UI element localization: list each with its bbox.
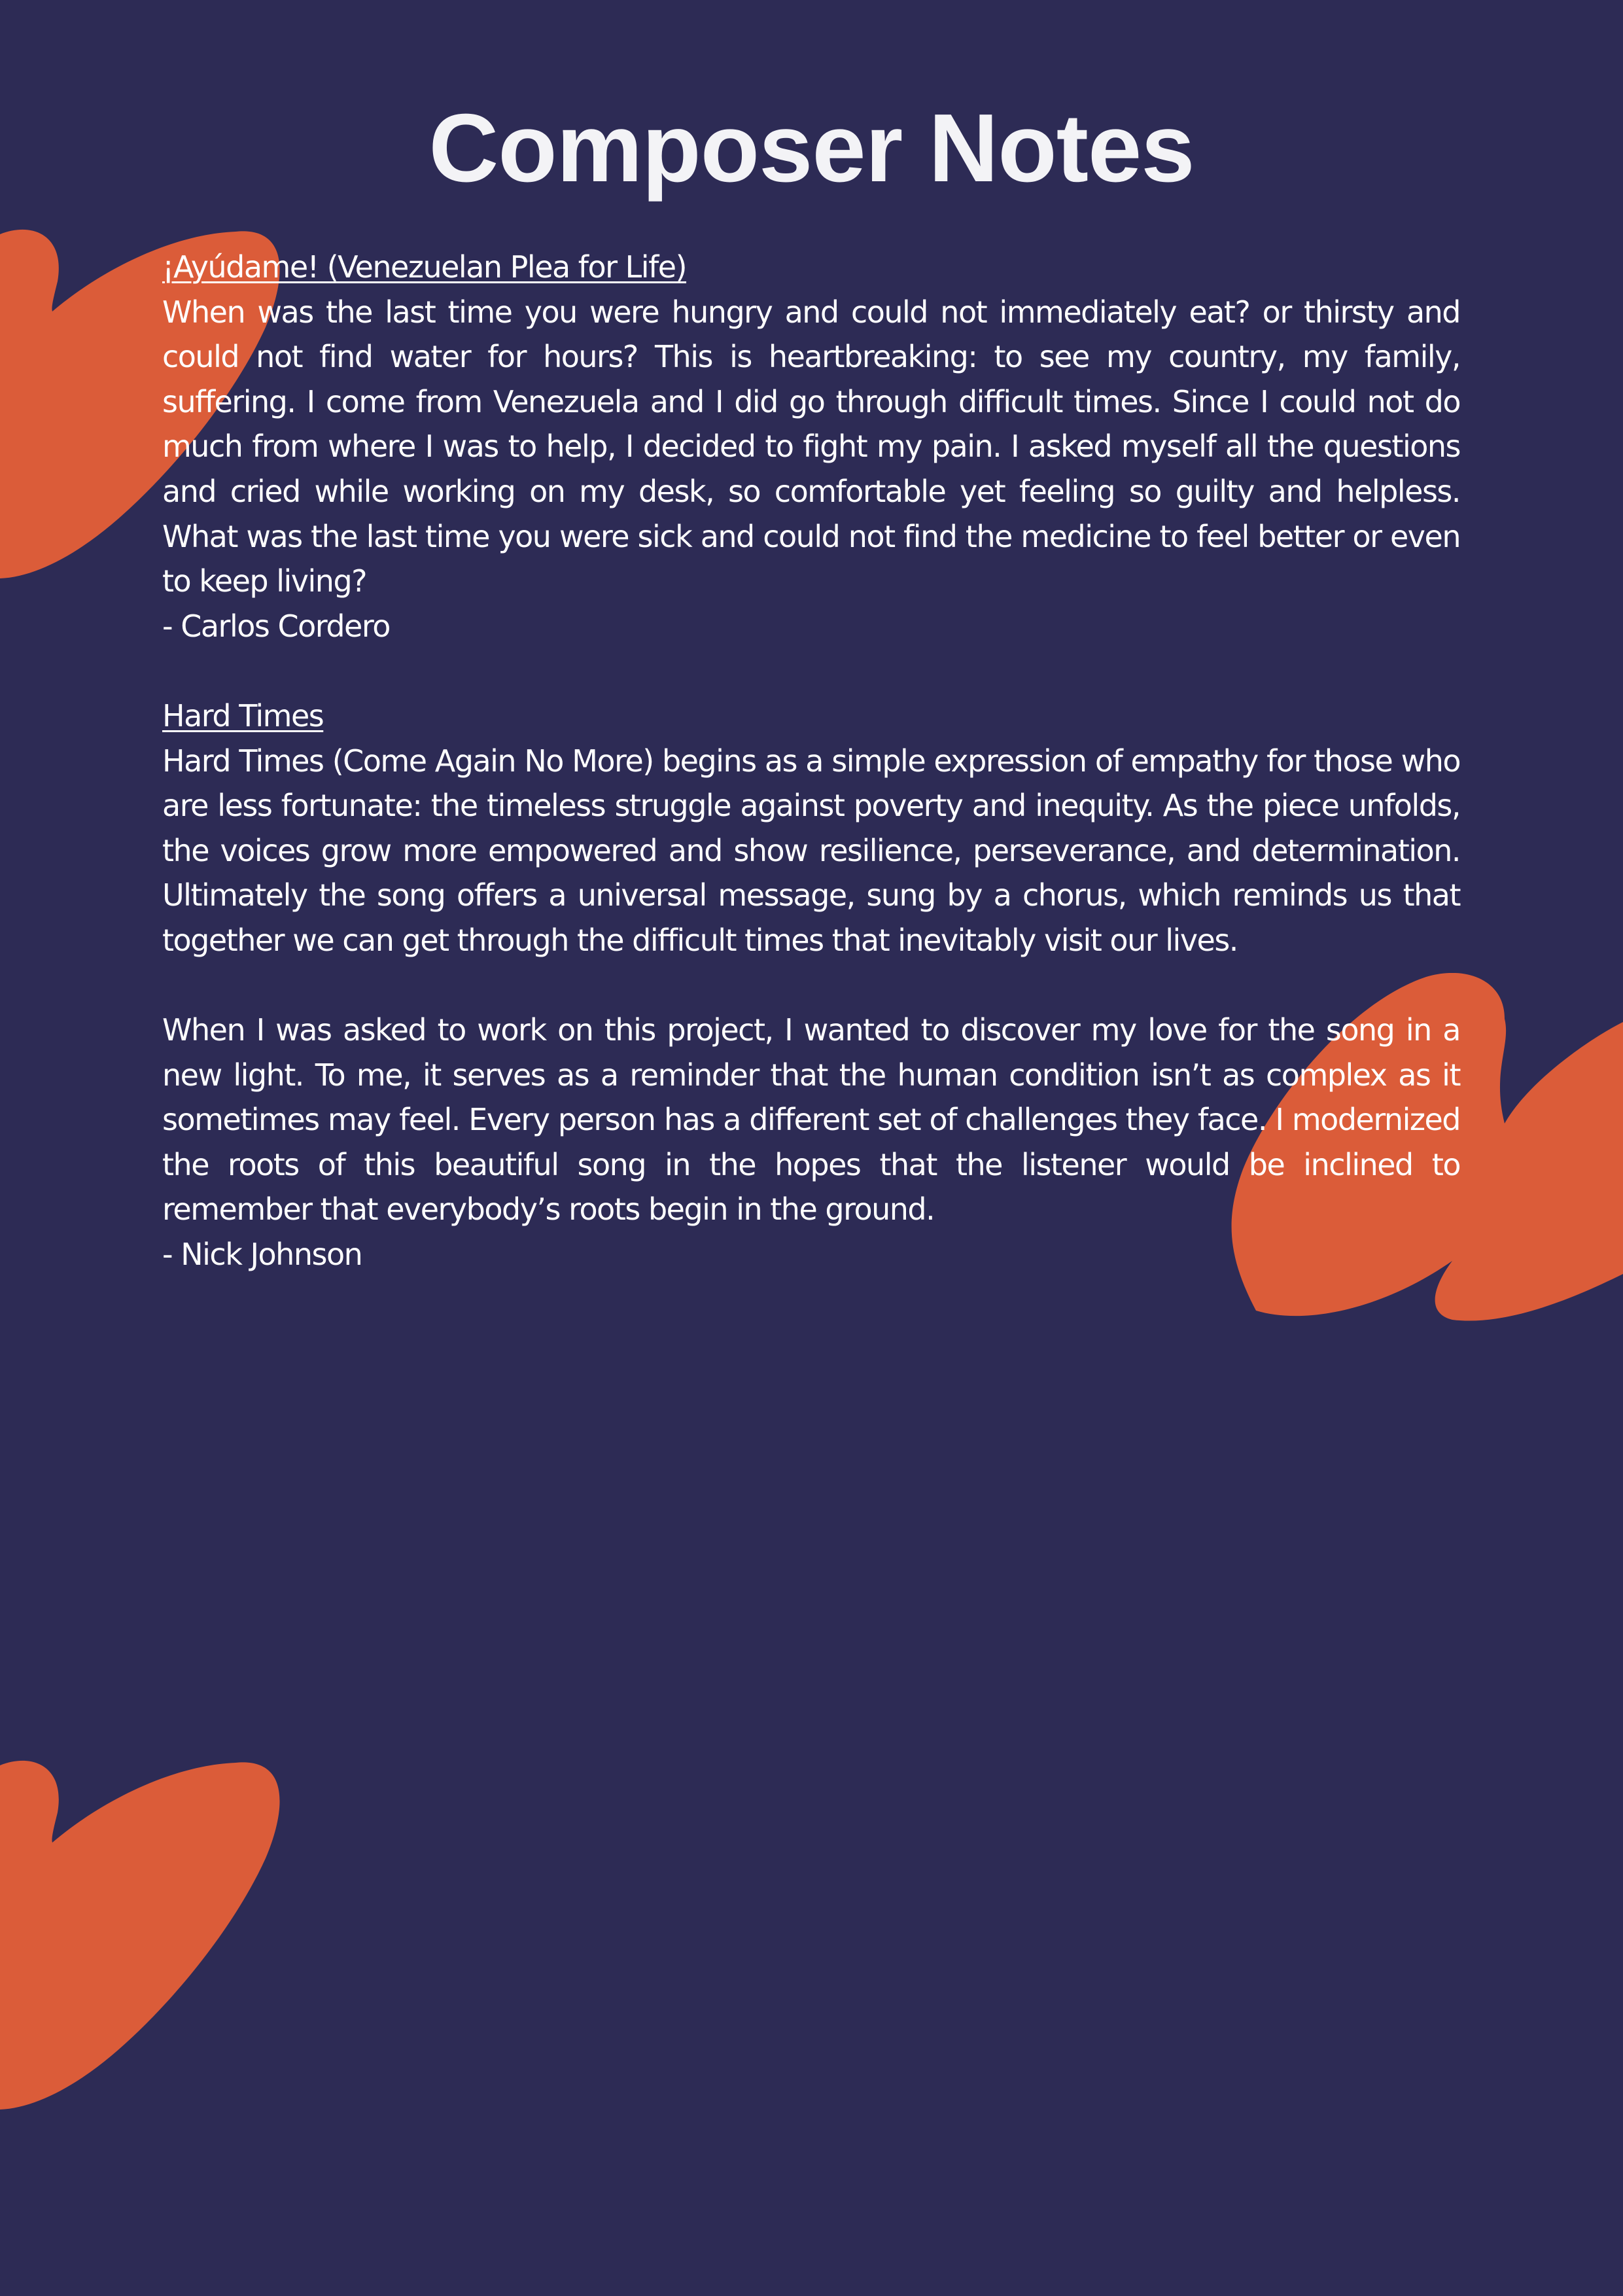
notes-body [162, 245, 1460, 1277]
composer-signature: - Carlos Cordero [162, 608, 390, 644]
section-heading: Hard Times [162, 698, 324, 733]
section-paragraph: When I was asked to work on this project, I wanted to discover my love for the song in a new light. To me, it serves as a reminder that the human condition isn’t as complex as it sometimes may feel. Every person has a different set of challenges they face. I modernized the roots of this beautiful song in the hopes that the listener would be inclined to remember that everybody’s roots begin in the ground. [162, 1012, 1460, 1227]
notes-section-ayudame [162, 245, 1460, 648]
section-paragraph: Hard Times (Come Again No More) begins as a simple expression of empathy for those who are less fortunate: the timeless struggle against poverty and inequity. As the piece unfolds, the voices grow more empowered and show resilience, perseverance, and determination. Ultimately the song offers a universal message, sung by a chorus, which reminds us that together we can get through the difficult times that inevitably visit our lives. [162, 743, 1460, 958]
section-spacer [162, 648, 1460, 694]
heart-blob-bottom-left [0, 1760, 281, 2113]
composer-signature: - Nick Johnson [162, 1237, 362, 1273]
section-heading: ¡Ayúdame! (Venezuelan Plea for Life) [162, 249, 687, 285]
paragraph-spacer [162, 963, 1460, 1008]
section-paragraph: When was the last time you were hungry and could not immediately eat? or thirsty and could not find water for hours? This is heartbreaking: to see my country, my family, suffering. I come from Venezuela and I did go through difficult times. Since I could not do much from where I was to help, I decided to fight my pain. I asked myself all the questions and cried while working on my desk, so comfortable yet feeling so guilty and helpless. What was the last time you were sick and could not find the medicine to feel better or even to keep living? [162, 294, 1460, 599]
page-title: Composer Notes [428, 94, 1195, 202]
notes-section-hard-times [162, 694, 1460, 1277]
